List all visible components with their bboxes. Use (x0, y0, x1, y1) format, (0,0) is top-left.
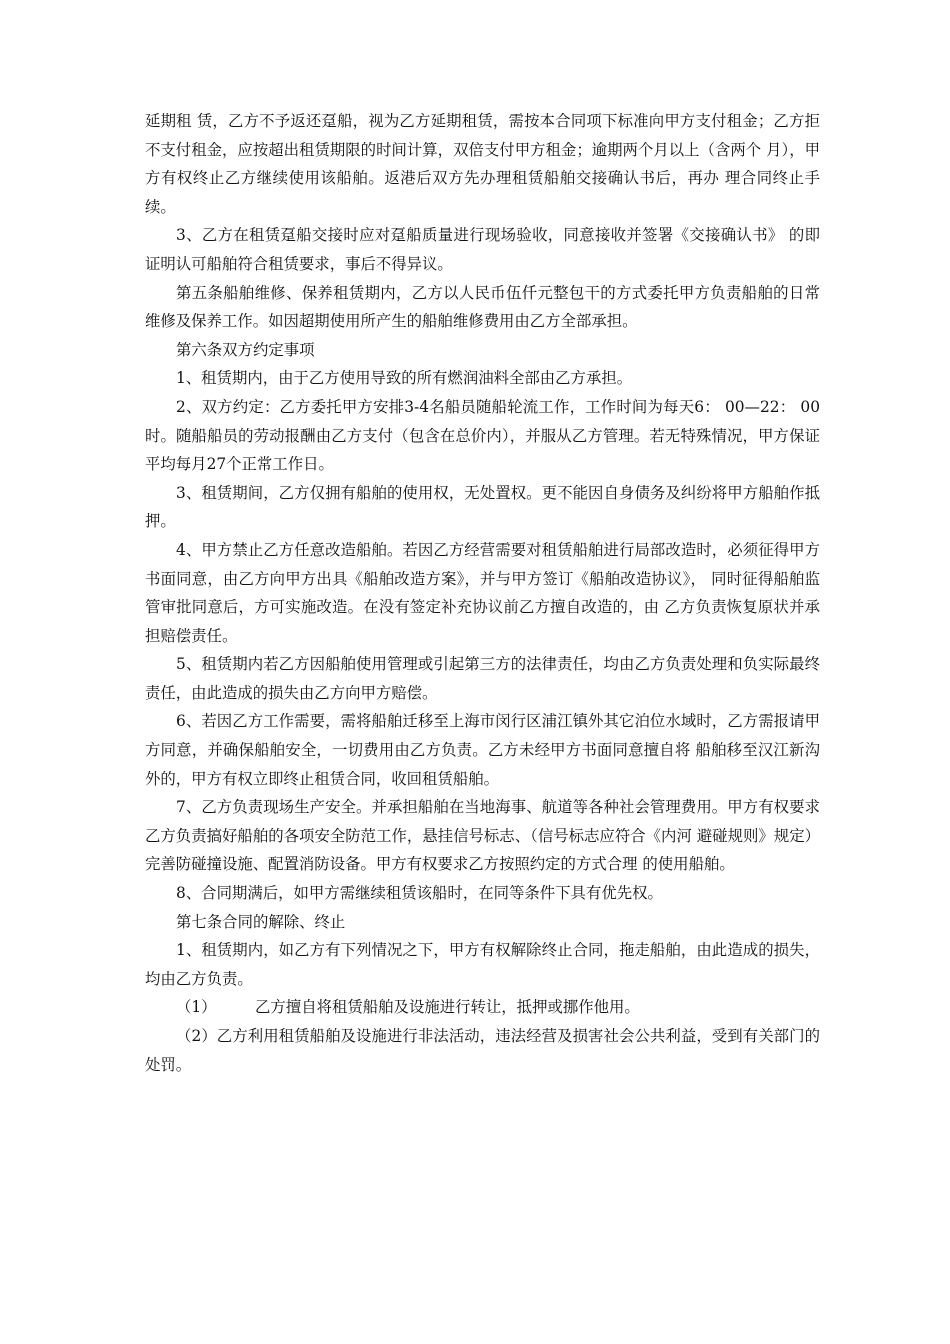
paragraph-priority-right: 8、合同期满后，如甲方需继续租赁该船时，在同等条件下具有优先权。 (176, 884, 663, 903)
paragraph-crew-arrangement: 2、双方约定：乙方委托甲方安排3-4名船员随船轮流工作，工作时间为每天6： 00—22： 00时。随船船员的劳动报酬由乙方支付（包含在总价内），并服从乙方管理。若无特殊情况，甲方保证平均每月27个正常工作日。 (145, 397, 820, 474)
paragraph-fuel-cost: 1、租赁期内，由于乙方使用导致的所有燃润油料全部由乙方承担。 (176, 369, 633, 388)
paragraph-article-5-maintenance: 第五条船舶维修、保养租赁期内，乙方以人民币伍仟元整包干的方式委托甲方负责船舶的日常维修及保养工作。如因超期使用所产生的船舶维修费用由乙方全部承担。 (145, 283, 820, 331)
paragraph-handover-inspection: 3、乙方在租赁趸船交接时应对趸船质量进行现场验收，同意接收并签署《交接确认书》 的即证明认可船舶符合租赁要求，事后不得异议。 (145, 226, 820, 273)
heading-article-6: 第六条双方约定事项 (176, 340, 315, 359)
list-item-condition-1: （1） 乙方擅自将租赁船舶及设施进行转让，抵押或挪作他用。 (176, 998, 640, 1017)
paragraph-relocation: 6、若因乙方工作需要，需将船舶迁移至上海市闵行区浦江镇外其它泊位水域时，乙方需报请甲方同意，并确保船舶安全，一切费用由乙方负责。乙方未经甲方书面同意擅自将 船舶移至汉江新沟外的，甲方有权立即终止租赁合同，收回租赁船舶。 (145, 712, 820, 788)
contract-body (145, 107, 820, 1079)
list-item-condition-2: （2）乙方利用租赁船舶及设施进行非法活动，违法经营及损害社会公共利益，受到有关部门的处罚。 (145, 1027, 820, 1074)
paragraph-termination-conditions: 1、租赁期内，如乙方有下列情况之下，甲方有权解除终止合同，拖走船舶，由此造成的损失，均由乙方负责。 (145, 941, 820, 988)
paragraph-modification-ban: 4、甲方禁止乙方任意改造船舶。若因乙方经营需要对租赁船舶进行局部改造时，必须征得甲方书面同意，由乙方向甲方出具《船舶改造方案》，并与甲方签订《船舶改造协议》， 同时征得船舶监管审批同意后，方可实施改造。在没有签定补充协议前乙方擅自改造的，由 乙方负责恢复原状并承担赔偿责任。 (145, 540, 820, 645)
paragraph-usage-rights: 3、租赁期间，乙方仅拥有船舶的使用权，无处置权。更不能因自身债务及纠纷将甲方船舶作抵押。 (145, 483, 820, 531)
paragraph-extension-clause: 延期租 赁，乙方不予返还趸船，视为乙方延期租赁，需按本合同项下标准向甲方支付租金；乙方拒 不支付租金，应按超出租赁期限的时间计算，双倍支付甲方租金；逾期两个月以上（含两个 月），甲方有权终止乙方继续使用该船舶。返港后双方先办理租赁船舶交接确认书后，再办 理合同终止手续。 (145, 112, 820, 216)
paragraph-third-party-liability: 5、租赁期内若乙方因船舶使用管理或引起第三方的法律责任，均由乙方负责处理和负实际最终责任，由此造成的损失由乙方向甲方赔偿。 (145, 655, 820, 702)
heading-article-7: 第七条合同的解除、终止 (176, 912, 346, 931)
paragraph-safety: 7、乙方负责现场生产安全。并承担船舶在当地海事、航道等各种社会管理费用。甲方有权要求乙方负责搞好船舶的各项安全防范工作，悬挂信号标志、（信号标志应符合《内河 避碰规则》规定）完善防碰撞设施、配置消防设备。甲方有权要求乙方按照约定的方式合理 的使用船舶。 (145, 798, 820, 874)
